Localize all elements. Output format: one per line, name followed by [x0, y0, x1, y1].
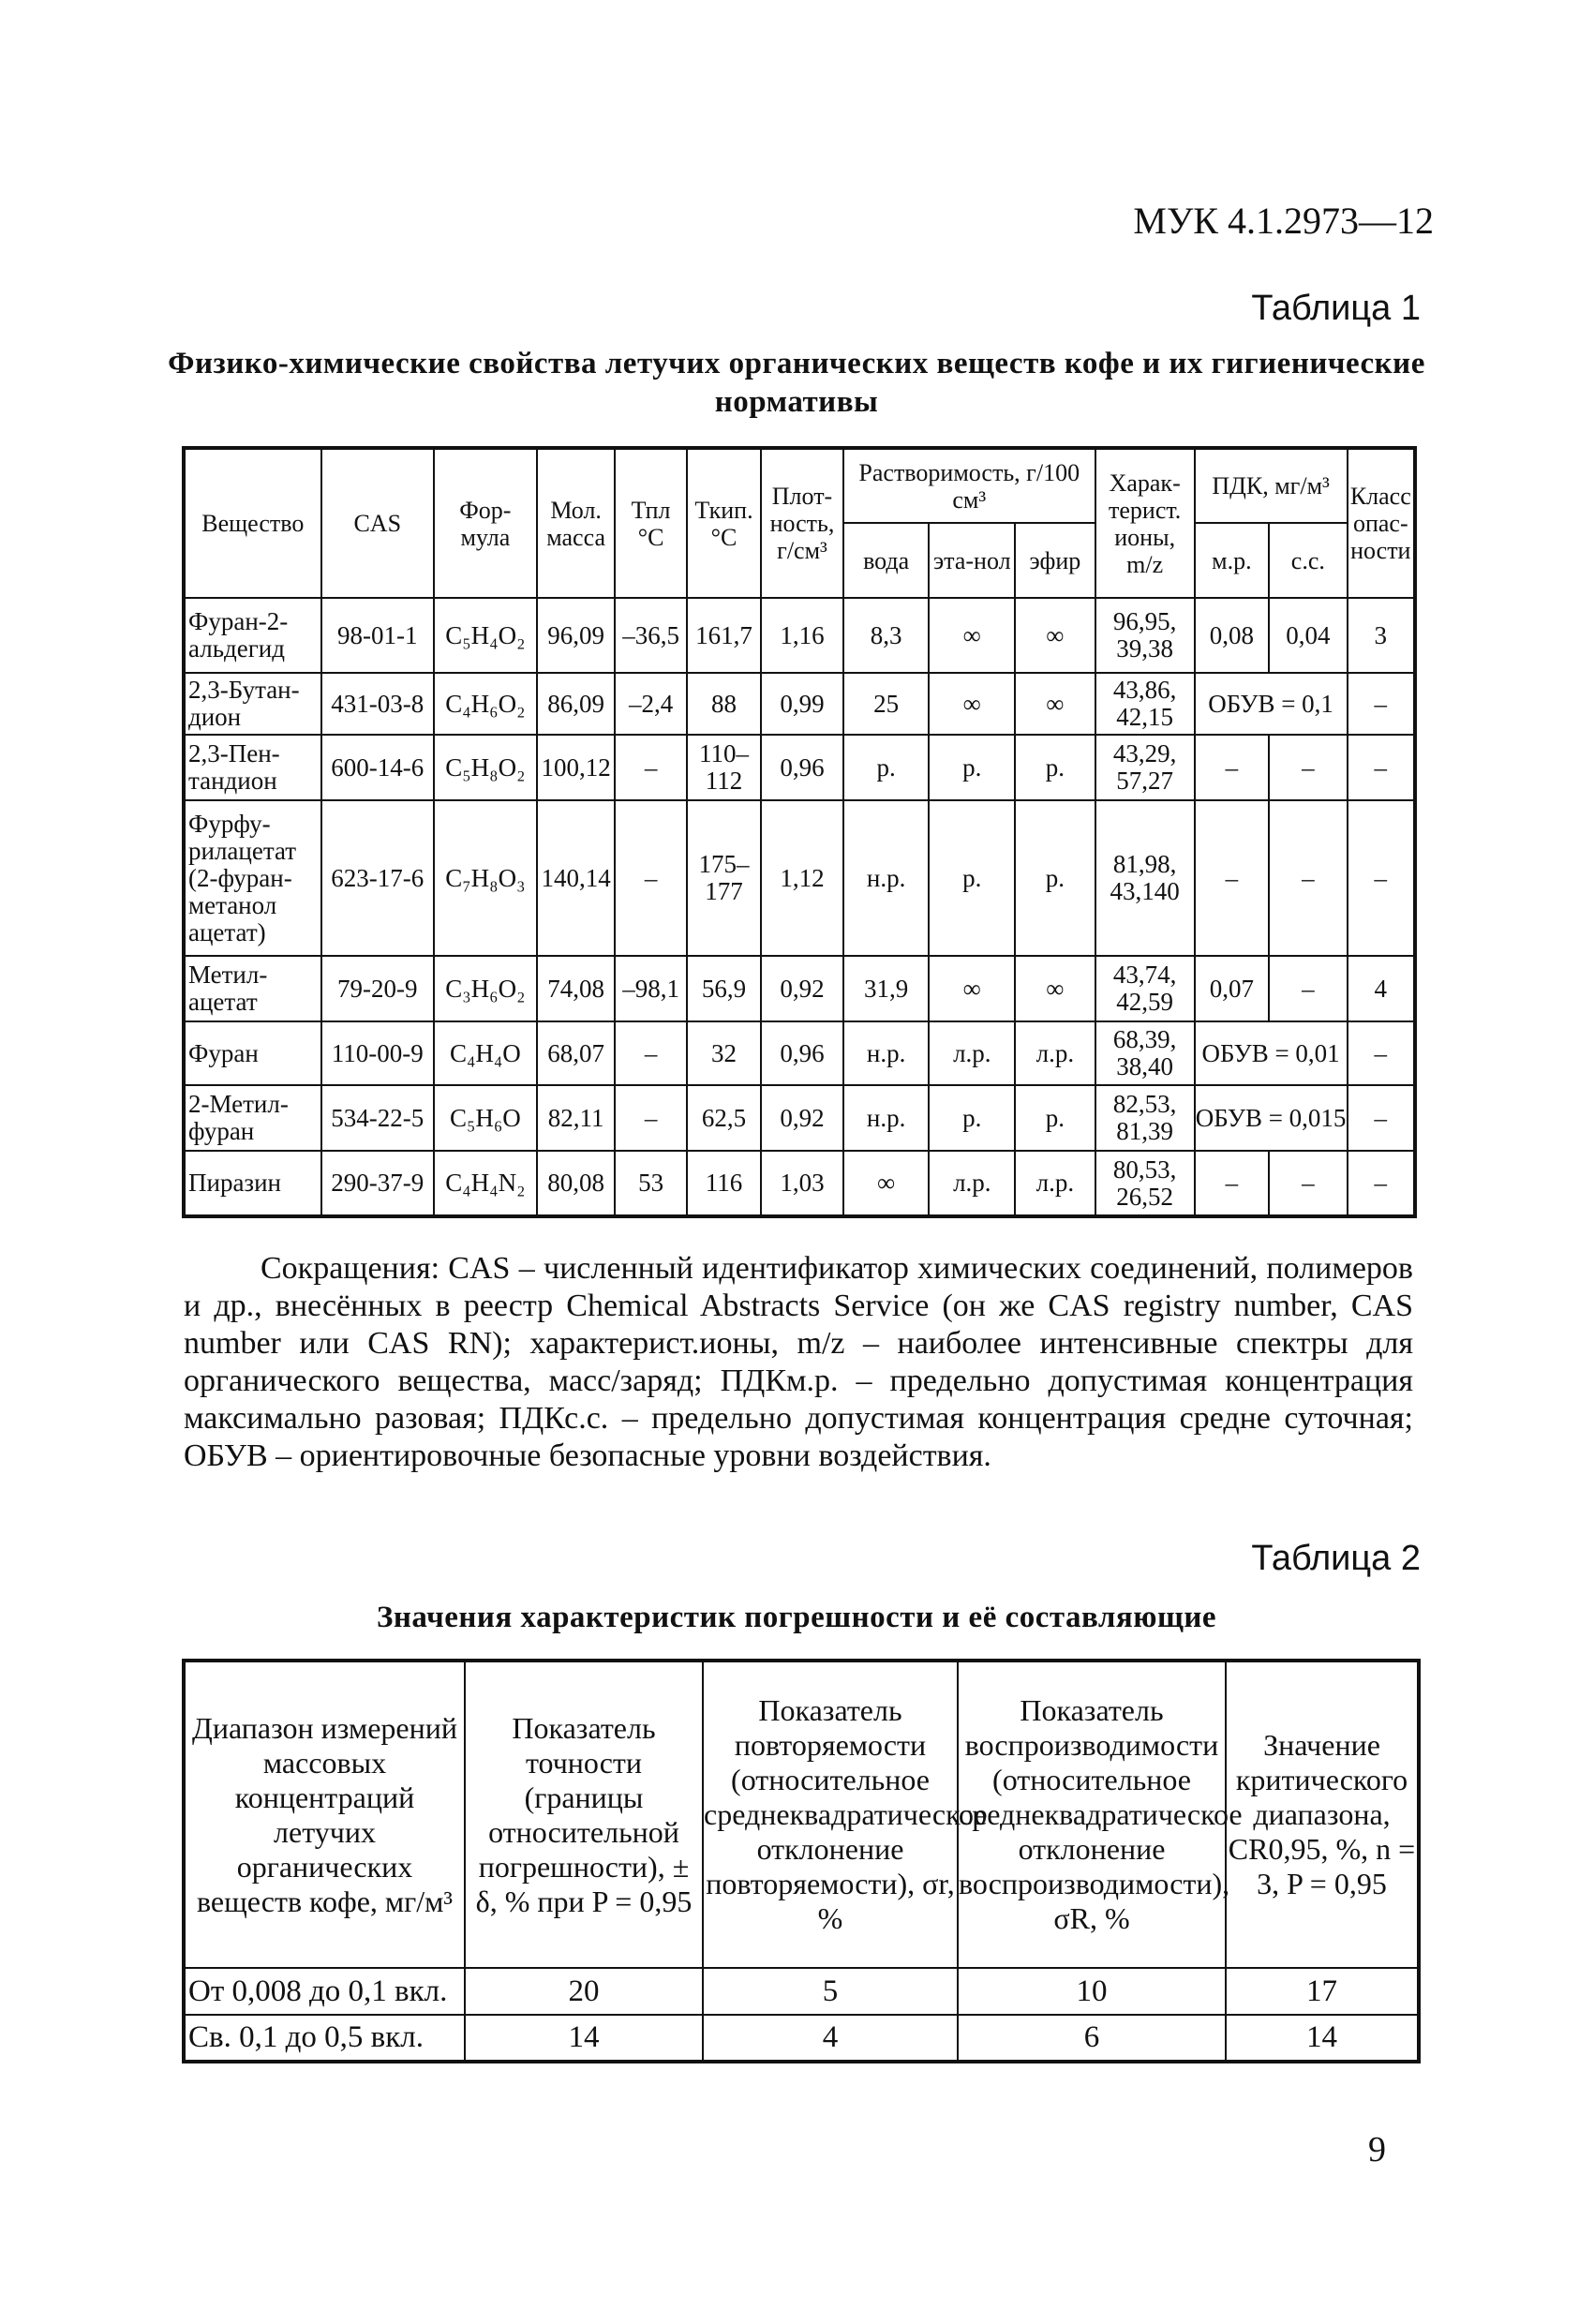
header-mol-mass: Мол. масса	[537, 448, 616, 598]
cell-formula: C₇H₈O₃	[434, 800, 537, 956]
cell-mass: 80,08	[537, 1151, 616, 1216]
cell-range: Св. 0,1 до 0,5 вкл.	[184, 2015, 465, 2062]
cell-substance: 2,3-Бутан-дион	[184, 673, 321, 735]
header-hazard-class: Класс опас-ности	[1348, 448, 1415, 598]
cell-density: 1,03	[761, 1151, 843, 1216]
cell-ether: р.	[1015, 735, 1095, 800]
cell-ethanol: ∞	[929, 673, 1015, 735]
cell-tpl: –36,5	[615, 598, 686, 673]
cell-ether: л.р.	[1015, 1021, 1095, 1085]
cell-tkip: 88	[687, 673, 761, 735]
cell-density: 0,96	[761, 1021, 843, 1085]
table2-caption: Таблица 2	[1251, 1539, 1421, 1578]
cell-ions: 43,74, 42,59	[1095, 956, 1195, 1021]
cell-tpl: –	[615, 735, 686, 800]
cell-ions: 82,53, 81,39	[1095, 1085, 1195, 1151]
cell-density: 0,92	[761, 956, 843, 1021]
cell-pdk-mr: 0,07	[1195, 956, 1269, 1021]
cell-density: 0,92	[761, 1085, 843, 1151]
cell-cas: 290-37-9	[321, 1151, 434, 1216]
table1-header-row	[184, 448, 1415, 523]
cell-water: 25	[843, 673, 930, 735]
cell-mass: 86,09	[537, 673, 616, 735]
cell-substance: 2,3-Пен-тандион	[184, 735, 321, 800]
cell-cas: 110-00-9	[321, 1021, 434, 1085]
header-pdk-ss: с.с.	[1269, 523, 1348, 598]
cell-substance: Пиразин	[184, 1151, 321, 1216]
abbreviations-note: Сокращения: CAS – численный идентификатор химических соединений, полимеров и др., внесённых в реестр Chemical Abstracts Service (он же CAS registry number, CAS number или CAS RN); характерист.ионы, m/z – наиболее интенсивные спектры для органического вещества, масс/заряд; ПДКм.р. – предельно допустимая концентрация максимально разовая; ПДКс.с. – предельно допустимая концентрация средне суточная; ОБУВ – ориентировочные безопасные уровни воздействия.	[184, 1251, 1413, 1473]
cell-ions: 81,98, 43,140	[1095, 800, 1195, 956]
cell-formula: C₃H₆O₂	[434, 956, 537, 1021]
cell-tpl: –98,1	[615, 956, 686, 1021]
cell-obuv: ОБУВ = 0,01	[1195, 1021, 1348, 1085]
cell-water: р.	[843, 735, 930, 800]
table-row	[184, 598, 1415, 673]
table2-header-row	[184, 1661, 1419, 1968]
cell-substance: Метил-ацетат	[184, 956, 321, 1021]
cell-formula: C₅H₈O₂	[434, 735, 537, 800]
cell-hazard: 3	[1348, 598, 1415, 673]
cell-range: От 0,008 до 0,1 вкл.	[184, 1968, 465, 2015]
cell-hazard: –	[1348, 1085, 1415, 1151]
cell-repeatability: 5	[703, 1968, 958, 2015]
cell-water: н.р.	[843, 1021, 930, 1085]
cell-mass: 140,14	[537, 800, 616, 956]
cell-density: 1,12	[761, 800, 843, 956]
cell-mass: 100,12	[537, 735, 616, 800]
cell-hazard: –	[1348, 673, 1415, 735]
cell-hazard: –	[1348, 735, 1415, 800]
cell-tpl: –2,4	[615, 673, 686, 735]
cell-tpl: –	[615, 1021, 686, 1085]
cell-mass: 74,08	[537, 956, 616, 1021]
cell-ether: р.	[1015, 800, 1095, 956]
cell-formula: C₄H₄N₂	[434, 1151, 537, 1216]
cell-pdk-ss: –	[1269, 735, 1348, 800]
table-row	[184, 956, 1415, 1021]
cell-obuv: ОБУВ = 0,015	[1195, 1085, 1348, 1151]
cell-critical: 14	[1226, 2015, 1419, 2062]
cell-cas: 534-22-5	[321, 1085, 434, 1151]
cell-tkip: 161,7	[687, 598, 761, 673]
page-number: 9	[1368, 2130, 1386, 2169]
cell-ions: 43,86, 42,15	[1095, 673, 1195, 735]
cell-pdk-mr: –	[1195, 735, 1269, 800]
cell-mass: 68,07	[537, 1021, 616, 1085]
header-solubility: Растворимость, г/100 см³	[843, 448, 1095, 523]
cell-pdk-ss: 0,04	[1269, 598, 1348, 673]
cell-ether: ∞	[1015, 956, 1095, 1021]
cell-tpl: –	[615, 800, 686, 956]
cell-ethanol: л.р.	[929, 1021, 1015, 1085]
cell-ether: ∞	[1015, 673, 1095, 735]
table-row	[184, 735, 1415, 800]
cell-substance: Фуран-2-альдегид	[184, 598, 321, 673]
cell-ether: л.р.	[1015, 1151, 1095, 1216]
cell-mass: 82,11	[537, 1085, 616, 1151]
header-formula: Фор-мула	[434, 448, 537, 598]
table-row	[184, 1968, 1419, 2015]
cell-pdk-mr: –	[1195, 800, 1269, 956]
cell-tpl: 53	[615, 1151, 686, 1216]
table-row	[184, 800, 1415, 956]
cell-ions: 43,29, 57,27	[1095, 735, 1195, 800]
cell-water: 8,3	[843, 598, 930, 673]
header-range: Диапазон измерений массовых концентраций летучих органических веществ кофе, мг/м³	[184, 1661, 465, 1968]
header-t-boil: Ткип. °С	[687, 448, 761, 598]
cell-pdk-ss: –	[1269, 800, 1348, 956]
cell-reproducibility: 10	[958, 1968, 1226, 2015]
header-pdk-mr: м.р.	[1195, 523, 1269, 598]
table-row	[184, 1151, 1415, 1216]
cell-pdk-ss: –	[1269, 956, 1348, 1021]
cell-ethanol: л.р.	[929, 1151, 1015, 1216]
cell-tkip: 56,9	[687, 956, 761, 1021]
table-row	[184, 1085, 1415, 1151]
header-ions: Харак-терист. ионы, m/z	[1095, 448, 1195, 598]
cell-formula: C₅H₆O	[434, 1085, 537, 1151]
cell-formula: C₅H₄O₂	[434, 598, 537, 673]
cell-ethanol: р.	[929, 1085, 1015, 1151]
cell-formula: C₄H₆O₂	[434, 673, 537, 735]
table-row	[184, 673, 1415, 735]
header-pdk: ПДК, мг/м³	[1195, 448, 1348, 523]
cell-water: н.р.	[843, 800, 930, 956]
header-repeatability: Показатель повторяемости (относительное среднеквадратическое отклонение повторяемости), σr, %	[703, 1661, 958, 1968]
cell-reproducibility: 6	[958, 2015, 1226, 2062]
cell-water: н.р.	[843, 1085, 930, 1151]
cell-pdk-mr: 0,08	[1195, 598, 1269, 673]
cell-water: 31,9	[843, 956, 930, 1021]
cell-accuracy: 20	[465, 1968, 703, 2015]
properties-table	[182, 446, 1417, 1218]
cell-tkip: 175–177	[687, 800, 761, 956]
cell-pdk-mr: –	[1195, 1151, 1269, 1216]
cell-cas: 431-03-8	[321, 673, 434, 735]
cell-tkip: 32	[687, 1021, 761, 1085]
cell-cas: 98-01-1	[321, 598, 434, 673]
cell-ether: ∞	[1015, 598, 1095, 673]
cell-cas: 623-17-6	[321, 800, 434, 956]
header-sol-ether: эфир	[1015, 523, 1095, 598]
cell-ethanol: ∞	[929, 598, 1015, 673]
header-reproducibility: Показатель воспроизводимости (относительное среднеквадратическое отклонение воспроизводимости), σR, %	[958, 1661, 1226, 1968]
table1-caption: Таблица 1	[1251, 289, 1421, 328]
table2-title: Значения характеристик погрешности и её составляющие	[377, 1601, 1216, 1634]
cell-ions: 80,53, 26,52	[1095, 1151, 1195, 1216]
cell-substance: Фуран	[184, 1021, 321, 1085]
cell-formula: C₄H₄O	[434, 1021, 537, 1085]
cell-ethanol: р.	[929, 735, 1015, 800]
cell-density: 1,16	[761, 598, 843, 673]
cell-hazard: –	[1348, 800, 1415, 956]
cell-density: 0,99	[761, 673, 843, 735]
document-code: МУК 4.1.2973—12	[1133, 200, 1434, 242]
header-accuracy: Показатель точности (границы относительной погрешности), ± δ, % при P = 0,95	[465, 1661, 703, 1968]
header-t-melt: Тпл °С	[615, 448, 686, 598]
header-critical-range: Значение критического диапазона, CR0,95, %, n = 3, P = 0,95	[1226, 1661, 1419, 1968]
cell-density: 0,96	[761, 735, 843, 800]
table-row	[184, 1021, 1415, 1085]
cell-accuracy: 14	[465, 2015, 703, 2062]
cell-critical: 17	[1226, 1968, 1419, 2015]
error-characteristics-table	[182, 1659, 1421, 2063]
cell-ions: 96,95, 39,38	[1095, 598, 1195, 673]
cell-substance: Фурфу-рилацетат (2-фуран-метанол ацетат)	[184, 800, 321, 956]
cell-cas: 600-14-6	[321, 735, 434, 800]
cell-obuv: ОБУВ = 0,1	[1195, 673, 1348, 735]
cell-pdk-ss: –	[1269, 1151, 1348, 1216]
cell-ethanol: ∞	[929, 956, 1015, 1021]
cell-tkip: 62,5	[687, 1085, 761, 1151]
cell-ethanol: р.	[929, 800, 1015, 956]
cell-mass: 96,09	[537, 598, 616, 673]
table-row	[184, 2015, 1419, 2062]
cell-cas: 79-20-9	[321, 956, 434, 1021]
cell-hazard: –	[1348, 1021, 1415, 1085]
cell-ether: р.	[1015, 1085, 1095, 1151]
header-sol-water: вода	[843, 523, 930, 598]
cell-hazard: 4	[1348, 956, 1415, 1021]
header-cas: CAS	[321, 448, 434, 598]
cell-hazard: –	[1348, 1151, 1415, 1216]
cell-tpl: –	[615, 1085, 686, 1151]
table1-title: Физико-химические свойства летучих органических веществ кофе и их гигиенические нормативы	[168, 347, 1425, 419]
cell-tkip: 116	[687, 1151, 761, 1216]
header-substance: Вещество	[184, 448, 321, 598]
cell-water: ∞	[843, 1151, 930, 1216]
cell-tkip: 110–112	[687, 735, 761, 800]
header-density: Плот-ность, г/см³	[761, 448, 843, 598]
header-sol-ethanol: эта-нол	[929, 523, 1015, 598]
cell-ions: 68,39, 38,40	[1095, 1021, 1195, 1085]
cell-repeatability: 4	[703, 2015, 958, 2062]
cell-substance: 2-Метил-фуран	[184, 1085, 321, 1151]
